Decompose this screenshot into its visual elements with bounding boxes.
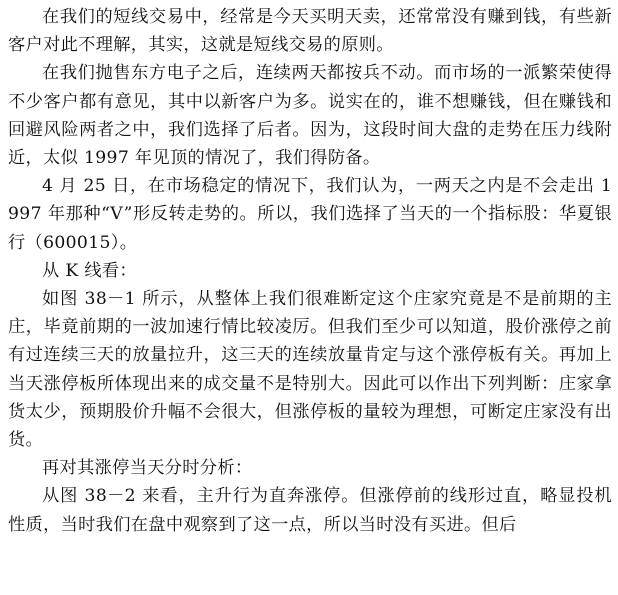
paragraph-5: 如图 38－1 所示，从整体上我们很难断定这个庄家究竟是不是前期的主庄，毕竟前期的一波加速行情比较凌厉。但我们至少可以知道，股价涨停之前有过连续三天的放量拉升，这三天的连续放量肯定与这个涨停板有关。再加上当天涨停板所体现出来的成交量不是特别大。因此可以作出下列判断：庄家拿货太少，预期股价升幅不会很大，但涨停板的量较为理想，可断定庄家没有出货。 [8,289,612,451]
paragraph-7: 从图 38－2 来看，主升行为直奔涨停。但涨停前的线形过直，略显投机性质，当时我们在盘中观察到了这一点，所以当时没有买进。但后 [8,486,612,535]
paragraph-1: 在我们的短线交易中，经常是今天买明天卖，还常常没有赚到钱，有些新客户对此不理解，其实，这就是短线交易的原则。 [8,7,612,56]
paragraph-3: 4 月 25 日，在市场稳定的情况下，我们认为，一两天之内是不会走出 1997 年那种“V”形反转走势的。所以，我们选择了当天的一个指标股：华夏银行（600015）。 [8,176,612,253]
paragraph-6: 再对其涨停当天分时分析： [42,458,253,479]
paragraph-4: 从 K 线看： [42,260,137,281]
paragraph-2: 在我们抛售东方电子之后，连续两天都按兵不动。而市场的一派繁荣使得不少客户都有意见，其中以新客户为多。说实在的，谁不想赚钱，但在赚钱和回避风险两者之中，我们选择了后者。因为，这段时间大盘的走势在压力线附近，太似 1997 年见顶的情况了，我们得防备。 [8,63,612,169]
